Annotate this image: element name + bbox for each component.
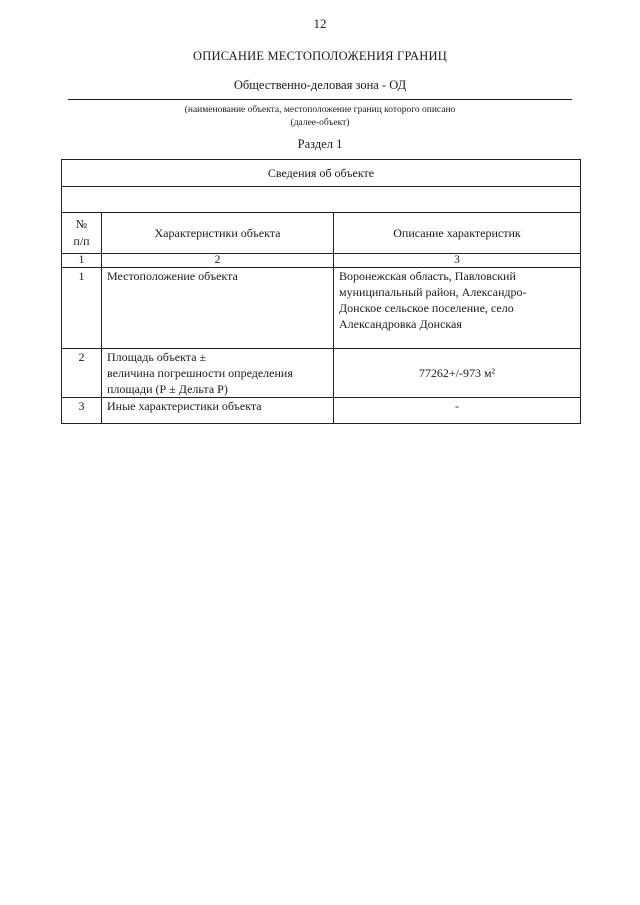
table-header: Сведения об объекте [62, 160, 581, 187]
object-name-caption [0, 104, 640, 130]
object-info-table [61, 159, 581, 424]
object-name-underline [68, 99, 572, 100]
table-row [62, 398, 581, 424]
column-header-num: № п/п [62, 213, 102, 254]
row-characteristic: Местоположение объекта [102, 268, 334, 349]
row-num: 2 [62, 349, 102, 398]
column-header-description: Описание характеристик [334, 213, 581, 254]
table-row [62, 268, 581, 349]
caption-line-1: (наименование объекта, местоположение границ которого описано [184, 105, 456, 115]
table-header-row [62, 160, 581, 187]
column-headers-row [62, 213, 581, 254]
object-name: Общественно-деловая зона - ОД [233, 78, 407, 92]
column-numbers-row [62, 254, 581, 268]
column-number: 3 [334, 254, 581, 268]
column-number: 1 [62, 254, 102, 268]
caption-line-2: (далее-объект) [290, 118, 350, 128]
column-header-characteristic: Характеристики объекта [102, 213, 334, 254]
row-description: - [334, 398, 581, 424]
table-row [62, 349, 581, 398]
row-description: 77262+/-973 м² [334, 349, 581, 398]
table-empty-row [62, 187, 581, 213]
page-number: 12 [313, 16, 327, 31]
row-num: 3 [62, 398, 102, 424]
section-title: Раздел 1 [297, 137, 343, 151]
document-title: ОПИСАНИЕ МЕСТОПОЛОЖЕНИЯ ГРАНИЦ [193, 49, 447, 63]
row-num: 1 [62, 268, 102, 349]
row-description: Воронежская область, Павловский муниципальный район, Александро- Донское сельское поселение, село Александровка Донская [334, 268, 581, 349]
row-characteristic: Площадь объекта ± величина погрешности определения площади (Р ± Дельта Р) [102, 349, 334, 398]
row-characteristic: Иные характеристики объекта [102, 398, 334, 424]
table-empty-cell [62, 187, 581, 213]
column-number: 2 [102, 254, 334, 268]
